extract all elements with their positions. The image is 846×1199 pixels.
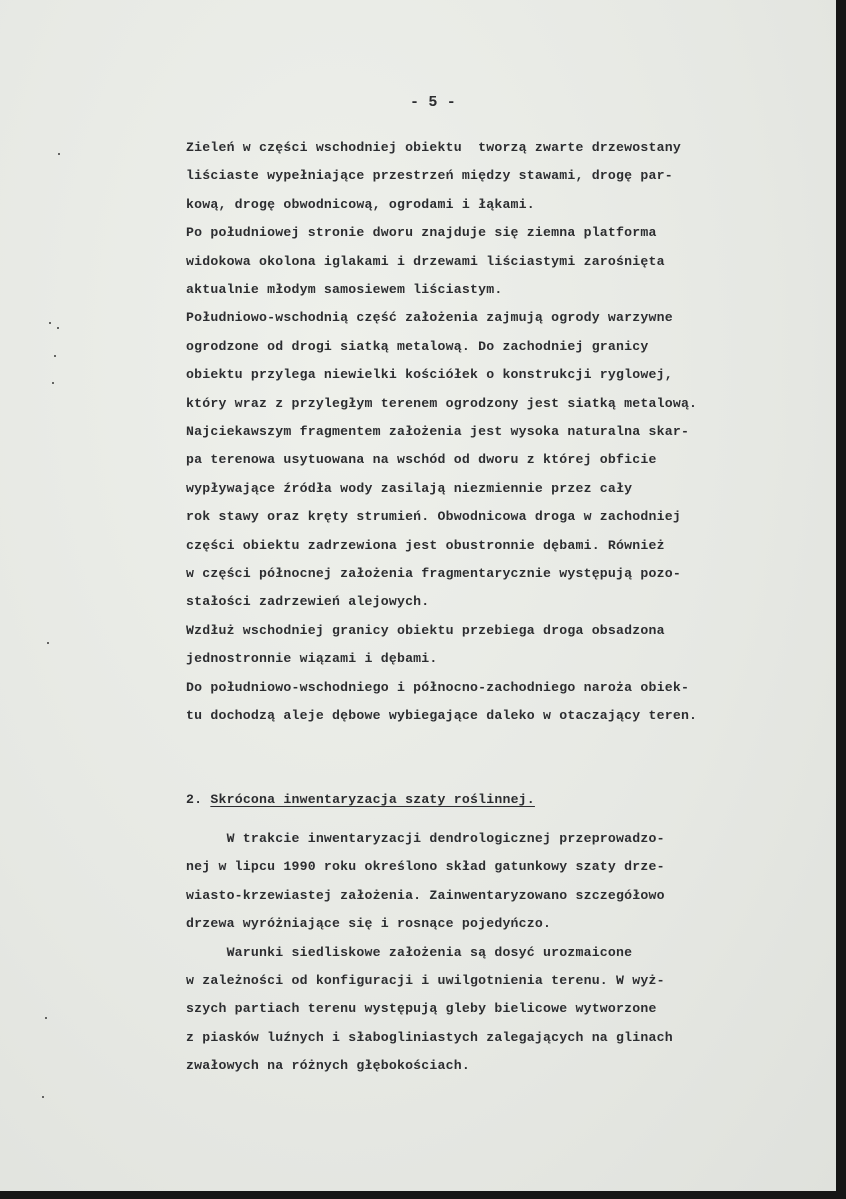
text-line: W trakcie inwentaryzacji dendrologicznej przeprowadzo- <box>186 831 665 846</box>
text-line: który wraz z przyległym terenem ogrodzony jest siatką metalową. <box>186 395 698 411</box>
section-title: Skrócona inwentaryzacja szaty roślinnej. <box>210 792 535 807</box>
text-line: stałości zadrzewień alejowych. <box>186 594 430 610</box>
text-line: obiektu przylega niewielki kościółek o konstrukcji ryglowej, <box>186 367 673 383</box>
text-line: Po południowej stronie dworu znajduje się ziemna platforma <box>186 225 657 241</box>
text-line: Warunki siedliskowe założenia są dosyć urozmaicone <box>186 944 633 960</box>
text-line: w zależności od konfiguracji i uwilgotnienia terenu. W wyż- <box>186 973 665 988</box>
text-line: wiasto-krzewiastej założenia. Zainwentaryzowano szczegółowo <box>186 887 665 903</box>
text-line: zwałowych na różnych głębokościach. <box>186 1058 470 1074</box>
text-line: jednostronnie wiązami i dębami. <box>186 651 438 667</box>
text-line: widokowa okolona iglakami i drzewami liściastymi zarośnięta <box>186 253 665 269</box>
text-line: kową, drogę obwodnicową, ogrodami i łąkami. <box>186 196 535 212</box>
text-line: aktualnie młodym samosiewem liściastym. <box>186 282 503 297</box>
text-line: Najciekawszym fragmentem założenia jest wysoka naturalna skar- <box>186 424 690 439</box>
scan-edge-right <box>836 0 846 1199</box>
text-line: w części północnej założenia fragmentarycznie występują pozo- <box>186 566 681 581</box>
section-number: 2. <box>186 792 203 807</box>
text-line: Wzdłuż wschodniej granicy obiektu przebiega droga obsadzona <box>186 622 665 638</box>
text-line: z piasków luźnych i słabogliniastych zalegających na glinach <box>186 1029 673 1045</box>
text-line: szych partiach terenu występują gleby bielicowe wytworzone <box>186 1001 657 1017</box>
text-line: drzewa wyróżniające się i rosnące pojedyńczo. <box>186 916 552 932</box>
page-number: - 5 - <box>410 94 457 111</box>
scan-edge-bottom <box>0 1191 846 1199</box>
text-line: Południowo-wschodnią część założenia zajmują ogrody warzywne <box>186 310 673 326</box>
text-line: pa terenowa usytuowana na wschód od dworu z której obficie <box>186 452 657 468</box>
section-heading <box>186 792 535 807</box>
text-line: liściaste wypełniające przestrzeń między stawami, drogę par- <box>186 168 673 184</box>
text-line: wypływające źródła wody zasilają niezmiennie przez cały <box>186 480 633 496</box>
text-line: części obiektu zadrzewiona jest obustronnie dębami. Również <box>186 537 665 553</box>
text-line: nej w lipcu 1990 roku określono skład gatunkowy szaty drze- <box>186 859 665 875</box>
text-line: tu dochodzą aleje dębowe wybiegające daleko w otaczający teren. <box>186 708 698 723</box>
text-line: rok stawy oraz kręty strumień. Obwodnicowa droga w zachodniej <box>186 509 681 525</box>
text-line: Zieleń w części wschodniej obiektu tworzą zwarte drzewostany <box>186 140 681 155</box>
text-line: Do południowo-wschodniego i północno-zachodniego naroża obiek- <box>186 679 690 695</box>
text-line: ogrodzone od drogi siatką metalową. Do zachodniej granicy <box>186 338 649 354</box>
